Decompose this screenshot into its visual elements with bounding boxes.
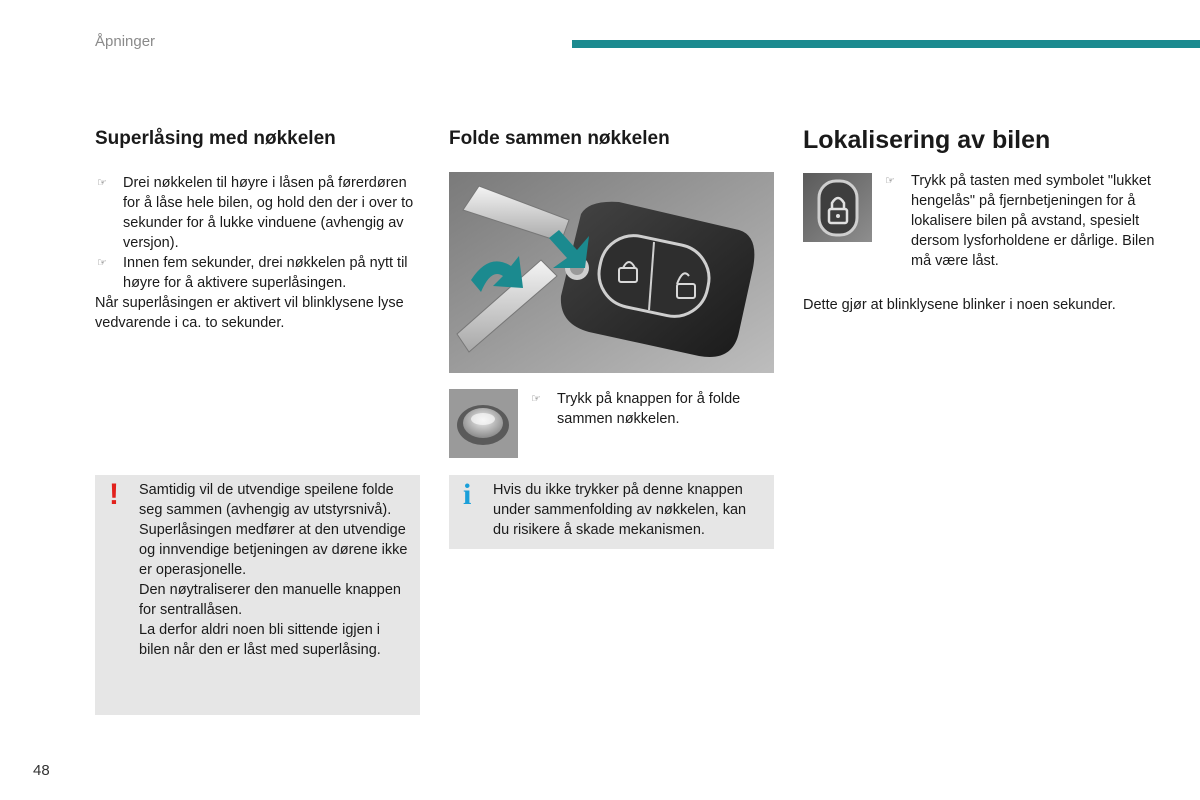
- list-item: [883, 171, 1161, 271]
- pointing-hand-icon: ☞: [97, 256, 107, 269]
- exclamation-icon: !: [109, 478, 119, 511]
- step-text: Trykk på tasten med symbolet "lukket hengelås" på fjernbetjeningen for å lokalisere bilen på avstand, spesielt dersom lysforholdene er dårlige. Bilen må være låst.: [911, 172, 1155, 269]
- fold-column: [449, 120, 774, 459]
- header-accent-bar: [572, 40, 1200, 48]
- page-number: 48: [33, 762, 50, 779]
- list-item: [529, 389, 797, 429]
- step-text: Innen fem sekunder, drei nøkkelen på nytt til høyre for å aktivere superlåsingen.: [123, 254, 408, 291]
- superlock-steps: [95, 173, 420, 293]
- info-box: [449, 475, 774, 549]
- locate-title: Lokalisering av bilen: [803, 126, 1051, 154]
- pointing-hand-icon: ☞: [885, 174, 895, 187]
- list-item: [95, 253, 420, 293]
- warning-text: [139, 480, 412, 660]
- locate-column: [803, 120, 1155, 315]
- superlock-title: Superlåsing med nøkkelen: [95, 128, 336, 149]
- fold-step-row: [449, 389, 774, 459]
- warning-box: [95, 475, 420, 715]
- list-item: [95, 173, 420, 253]
- pointing-hand-icon: ☞: [531, 392, 541, 405]
- fold-button-thumbnail: [449, 389, 518, 458]
- lock-button-thumbnail: [803, 173, 872, 242]
- warning-line: Superlåsingen medfører at den utvendige og innvendige betjeningen av dørene ikke er operasjonelle.: [139, 522, 408, 578]
- locate-note: Dette gjør at blinklysene blinker i noen sekunder.: [803, 296, 1116, 313]
- pointing-hand-icon: ☞: [97, 176, 107, 189]
- warning-line: La derfor aldri noen bli sittende igjen i bilen når den er låst med superlåsing.: [139, 622, 381, 658]
- locate-step-row: [803, 171, 1155, 291]
- section-label: Åpninger: [95, 33, 156, 50]
- step-text: Drei nøkkelen til høyre i låsen på førerdøren for å låse hele bilen, og hold den der i over to sekunder for å lukke vinduene (avhengig av versjon).: [123, 174, 414, 251]
- warning-line: Samtidig vil de utvendige speilene folde seg sammen (avhengig av utstyrsnivå).: [139, 482, 394, 518]
- superlock-column: [95, 120, 420, 333]
- info-text: Hvis du ikke trykker på denne knappen under sammenfolding av nøkkelen, kan du risikere å skade mekanismen.: [493, 482, 747, 538]
- step-text: Trykk på knappen for å folde sammen nøkkelen.: [557, 390, 741, 427]
- fold-title: Folde sammen nøkkelen: [449, 128, 670, 149]
- warning-line: Den nøytraliserer den manuelle knappen for sentrallåsen.: [139, 582, 401, 618]
- superlock-note: Når superlåsingen er aktivert vil blinklysene lyse vedvarende i ca. to sekunder.: [95, 294, 404, 331]
- info-icon: i: [463, 478, 472, 511]
- key-fold-illustration: [449, 172, 774, 373]
